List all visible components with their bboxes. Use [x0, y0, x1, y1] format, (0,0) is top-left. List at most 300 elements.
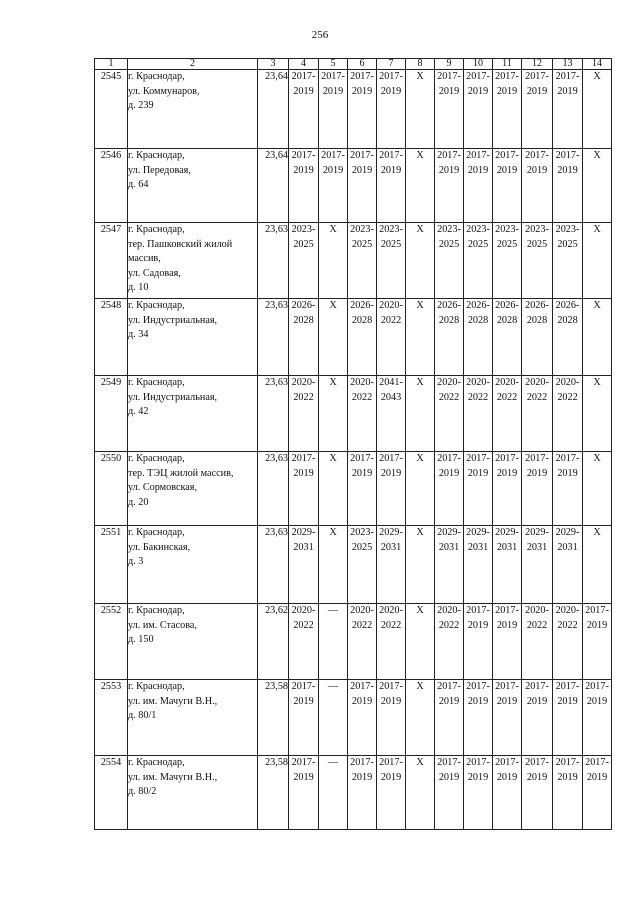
period-cell-col-7 [377, 299, 406, 376]
value-cell: 23,63 [258, 526, 289, 604]
period-text: 2041- [379, 377, 403, 388]
period-text: 2022 [293, 619, 314, 631]
period-cell-col-8 [406, 299, 435, 376]
period-text: 2017- [585, 757, 609, 768]
period-cell-col-6 [348, 526, 377, 604]
period-text: 2019 [467, 467, 489, 479]
address-line: г. Краснодар, [128, 300, 185, 311]
period-text: 2017- [291, 681, 316, 692]
period-cell-col-10 [464, 223, 493, 299]
period-text: 2022 [351, 391, 373, 403]
period-cell-col-13 [553, 604, 583, 680]
period-text: 2025 [496, 238, 518, 250]
period-cell-col-5 [319, 604, 348, 680]
period-cell-col-8 [406, 452, 435, 526]
period-text: 2031 [380, 541, 402, 553]
period-text: — [327, 757, 339, 768]
period-cell-col-10 [464, 756, 493, 830]
period-text: 2017- [495, 757, 519, 768]
period-text: 2019 [293, 164, 314, 176]
period-text: 2020- [291, 377, 316, 388]
period-text: 2019 [351, 771, 373, 783]
period-text: Х [593, 71, 601, 82]
period-text: 2020- [495, 377, 519, 388]
period-cell-col-4 [289, 223, 319, 299]
period-text: 2017- [466, 757, 490, 768]
period-text: 2023- [437, 224, 461, 235]
period-text: 2019 [586, 695, 608, 707]
period-text: 2025 [438, 238, 460, 250]
period-text: Х [416, 605, 424, 616]
period-text: 2019 [293, 467, 314, 479]
period-text: 2026- [525, 300, 549, 311]
period-text: Х [416, 681, 424, 692]
period-cell-col-9 [435, 526, 464, 604]
period-cell-col-10 [464, 70, 493, 149]
period-text: 2017- [379, 71, 403, 82]
row-number: 2545 [95, 70, 128, 149]
header-row [95, 59, 612, 70]
period-text: 2017- [350, 71, 374, 82]
period-text: — [327, 681, 339, 692]
period-text: 2019 [438, 164, 460, 176]
value-cell: 23,63 [258, 223, 289, 299]
address-line: тер. ТЭЦ жилой массив, [128, 467, 234, 479]
period-cell-col-4 [289, 452, 319, 526]
table-row [95, 223, 612, 299]
period-text: 2019 [438, 771, 460, 783]
period-text: 2017- [437, 757, 461, 768]
period-text: 2025 [351, 541, 373, 553]
column-header-14: 14 [583, 59, 612, 70]
period-text: 2019 [438, 85, 460, 97]
period-cell-col-13 [553, 299, 583, 376]
period-text: 2020- [466, 377, 490, 388]
period-cell-col-8 [406, 223, 435, 299]
address-cell [128, 756, 258, 830]
period-text: 2017- [437, 453, 461, 464]
period-cell-col-11 [493, 526, 522, 604]
period-cell-col-10 [464, 452, 493, 526]
period-cell-col-8 [406, 149, 435, 223]
period-text: 2019 [557, 771, 578, 783]
period-cell-col-12 [522, 149, 553, 223]
period-text: Х [329, 224, 337, 235]
period-text: 2017- [291, 453, 316, 464]
period-text: 2019 [496, 467, 518, 479]
period-text: 2029- [379, 527, 403, 538]
period-text: 2017- [466, 71, 490, 82]
period-cell-col-13 [553, 526, 583, 604]
period-cell-col-10 [464, 680, 493, 756]
period-text: 2017- [350, 150, 374, 161]
period-cell-col-7 [377, 526, 406, 604]
period-text: 2019 [496, 771, 518, 783]
period-text: 2017- [350, 681, 374, 692]
address-line: г. Краснодар, [128, 377, 185, 388]
address-line: г. Краснодар, [128, 224, 185, 235]
period-text: 2023- [555, 224, 580, 235]
period-text: 2020- [555, 605, 580, 616]
column-header-3: 3 [258, 59, 289, 70]
period-text: 2019 [293, 771, 314, 783]
page-number: 256 [311, 29, 329, 41]
period-text: 2025 [293, 238, 314, 250]
period-text: 2022 [467, 391, 489, 403]
period-cell-col-4 [289, 680, 319, 756]
address-line: ул. Бакинская, [128, 541, 191, 553]
period-text: 2017- [466, 453, 490, 464]
period-cell-col-9 [435, 70, 464, 149]
period-text: Х [416, 224, 424, 235]
period-cell-col-9 [435, 452, 464, 526]
period-text: 2019 [293, 85, 314, 97]
row-number: 2548 [95, 299, 128, 376]
address-line: г. Краснодар, [128, 757, 185, 768]
period-text: 2019 [496, 85, 518, 97]
period-text: 2017- [350, 453, 374, 464]
period-text: 2019 [496, 695, 518, 707]
period-cell-col-14 [583, 756, 612, 830]
period-text: 2029- [555, 527, 580, 538]
period-cell-col-6 [348, 604, 377, 680]
period-text: 2019 [557, 164, 578, 176]
period-text: 2017- [525, 150, 549, 161]
period-cell-col-11 [493, 299, 522, 376]
table-row [95, 70, 612, 149]
period-text: 2019 [467, 164, 489, 176]
period-cell-col-12 [522, 70, 553, 149]
period-text: 2025 [467, 238, 489, 250]
period-text: Х [416, 300, 424, 311]
period-text: 2022 [557, 619, 578, 631]
period-cell-col-10 [464, 149, 493, 223]
period-text: 2019 [380, 467, 402, 479]
period-cell-col-4 [289, 376, 319, 452]
column-header-5: 5 [319, 59, 348, 70]
period-text: 2029- [525, 527, 549, 538]
period-text: 2028 [496, 314, 518, 326]
period-text: Х [593, 150, 601, 161]
period-text: Х [416, 453, 424, 464]
period-cell-col-11 [493, 223, 522, 299]
address-line: д. 3 [128, 556, 144, 567]
period-cell-col-6 [348, 299, 377, 376]
table-row [95, 149, 612, 223]
period-text: 2019 [351, 695, 373, 707]
period-text: 2028 [526, 314, 548, 326]
address-line: ул. Сормовская, [128, 482, 198, 493]
period-text: 2020- [291, 605, 316, 616]
period-cell-col-9 [435, 376, 464, 452]
period-text: 2019 [322, 164, 344, 176]
period-cell-col-12 [522, 299, 553, 376]
period-text: 2017- [379, 757, 403, 768]
address-cell [128, 223, 258, 299]
value-cell: 23,64 [258, 149, 289, 223]
period-text: 2025 [380, 238, 402, 250]
period-text: 2020- [437, 605, 461, 616]
period-text: 2028 [467, 314, 489, 326]
period-text: 2031 [526, 541, 548, 553]
period-text: Х [593, 453, 601, 464]
period-text: — [327, 605, 339, 616]
period-text: 2017- [525, 757, 549, 768]
address-line: г. Краснодар, [128, 681, 185, 692]
period-text: 2026- [291, 300, 316, 311]
period-text: 2019 [322, 85, 344, 97]
period-text: 2017- [555, 757, 580, 768]
address-line: д. 239 [128, 100, 154, 111]
period-cell-col-12 [522, 756, 553, 830]
period-cell-col-14 [583, 680, 612, 756]
period-cell-col-8 [406, 526, 435, 604]
period-text: 2017- [466, 605, 490, 616]
value-cell: 23,64 [258, 70, 289, 149]
period-text: 2031 [293, 541, 314, 553]
address-line: ул. Коммунаров, [128, 85, 200, 97]
address-line: г. Краснодар, [128, 71, 185, 82]
period-text: 2023- [350, 527, 374, 538]
period-text: 2031 [438, 541, 460, 553]
period-text: 2022 [438, 619, 460, 631]
period-text: 2017- [495, 71, 519, 82]
period-cell-col-12 [522, 680, 553, 756]
column-header-11: 11 [493, 59, 522, 70]
row-number: 2553 [95, 680, 128, 756]
period-cell-col-6 [348, 376, 377, 452]
address-cell [128, 70, 258, 149]
period-text: 2019 [351, 467, 373, 479]
period-text: 2017- [466, 150, 490, 161]
period-text: 2029- [495, 527, 519, 538]
period-text: 2019 [380, 695, 402, 707]
period-cell-col-10 [464, 604, 493, 680]
period-text: 2029- [466, 527, 490, 538]
row-number: 2554 [95, 756, 128, 830]
period-cell-col-5 [319, 149, 348, 223]
period-text: Х [329, 453, 337, 464]
period-text: 2019 [586, 771, 608, 783]
period-text: Х [593, 300, 601, 311]
period-text: Х [329, 377, 337, 388]
period-text: 2017- [495, 681, 519, 692]
period-text: 2019 [467, 771, 489, 783]
address-line: ул. Индустриальная, [128, 391, 218, 403]
address-line: ул. Передовая, [128, 164, 191, 176]
period-cell-col-9 [435, 756, 464, 830]
period-text: 2020- [555, 377, 580, 388]
period-text: 2023- [495, 224, 519, 235]
period-cell-col-9 [435, 149, 464, 223]
address-line: д. 42 [128, 406, 149, 417]
period-text: 2017- [379, 150, 403, 161]
period-cell-col-14 [583, 452, 612, 526]
period-cell-col-5 [319, 70, 348, 149]
row-number: 2547 [95, 223, 128, 299]
period-text: 2029- [291, 527, 316, 538]
address-cell [128, 299, 258, 376]
period-text: 2025 [526, 238, 548, 250]
period-text: 2017- [437, 71, 461, 82]
period-text: Х [593, 377, 601, 388]
address-line: г. Краснодар, [128, 453, 185, 464]
period-cell-col-7 [377, 452, 406, 526]
period-text: 2019 [467, 85, 489, 97]
period-cell-col-14 [583, 604, 612, 680]
period-text: 2022 [293, 391, 314, 403]
address-cell [128, 149, 258, 223]
period-text: 2017- [291, 71, 316, 82]
column-header-1: 1 [95, 59, 128, 70]
period-text: 2020- [350, 377, 374, 388]
period-cell-col-6 [348, 756, 377, 830]
period-text: 2028 [293, 314, 314, 326]
column-header-2: 2 [128, 59, 258, 70]
period-text: 2020- [350, 605, 374, 616]
address-line: д. 34 [128, 329, 149, 340]
period-text: 2022 [380, 619, 402, 631]
period-cell-col-8 [406, 680, 435, 756]
period-cell-col-13 [553, 680, 583, 756]
address-line: ул. Садовая, [128, 267, 181, 279]
period-text: Х [593, 224, 601, 235]
period-text: 2017- [495, 605, 519, 616]
period-text: 2019 [496, 164, 518, 176]
column-header-10: 10 [464, 59, 493, 70]
period-text: 2019 [351, 85, 373, 97]
period-cell-col-5 [319, 223, 348, 299]
period-text: 2028 [557, 314, 578, 326]
row-number: 2550 [95, 452, 128, 526]
address-line: д. 64 [128, 179, 149, 190]
period-text: 2017- [379, 681, 403, 692]
table-row [95, 680, 612, 756]
period-cell-col-12 [522, 452, 553, 526]
row-number: 2549 [95, 376, 128, 452]
period-cell-col-12 [522, 604, 553, 680]
period-cell-col-5 [319, 526, 348, 604]
period-cell-col-8 [406, 756, 435, 830]
period-cell-col-13 [553, 223, 583, 299]
period-cell-col-14 [583, 70, 612, 149]
period-text: 2023- [466, 224, 490, 235]
table-row [95, 526, 612, 604]
period-cell-col-10 [464, 526, 493, 604]
period-cell-col-14 [583, 299, 612, 376]
value-cell: 23,63 [258, 376, 289, 452]
period-text: 2023- [379, 224, 403, 235]
period-cell-col-4 [289, 70, 319, 149]
address-cell [128, 452, 258, 526]
period-cell-col-14 [583, 376, 612, 452]
period-text: 2017- [525, 453, 549, 464]
address-line: д. 10 [128, 282, 149, 293]
period-cell-col-11 [493, 756, 522, 830]
period-text: 2019 [526, 164, 548, 176]
period-cell-col-7 [377, 149, 406, 223]
period-text: 2023- [291, 224, 316, 235]
period-cell-col-10 [464, 376, 493, 452]
period-text: 2025 [351, 238, 373, 250]
period-cell-col-13 [553, 756, 583, 830]
period-text: 2022 [496, 391, 518, 403]
period-text: 2022 [557, 391, 578, 403]
period-text: 2019 [586, 619, 608, 631]
period-cell-col-9 [435, 223, 464, 299]
period-text: Х [329, 527, 337, 538]
address-cell [128, 680, 258, 756]
period-cell-col-8 [406, 70, 435, 149]
period-text: Х [593, 527, 601, 538]
period-text: 2017- [321, 71, 345, 82]
period-text: 2019 [467, 695, 489, 707]
table-row [95, 756, 612, 830]
period-cell-col-5 [319, 299, 348, 376]
address-line: д. 80/1 [128, 710, 157, 721]
period-text: 2017- [585, 605, 609, 616]
period-cell-col-7 [377, 223, 406, 299]
period-cell-col-12 [522, 526, 553, 604]
column-header-7: 7 [377, 59, 406, 70]
period-cell-col-14 [583, 526, 612, 604]
period-cell-col-13 [553, 149, 583, 223]
address-line: массив, [128, 253, 161, 264]
period-cell-col-8 [406, 376, 435, 452]
period-text: 2019 [380, 164, 402, 176]
period-text: 2019 [526, 467, 548, 479]
address-line: тер. Пашковский жилой [128, 238, 233, 250]
period-text: Х [416, 757, 424, 768]
column-header-4: 4 [289, 59, 319, 70]
period-text: 2017- [555, 681, 580, 692]
period-text: 2017- [585, 681, 609, 692]
period-text: 2020- [379, 300, 403, 311]
period-text: 2019 [380, 85, 402, 97]
table-row [95, 604, 612, 680]
column-header-13: 13 [553, 59, 583, 70]
period-text: 2019 [557, 85, 578, 97]
column-header-6: 6 [348, 59, 377, 70]
period-text: 2020- [379, 605, 403, 616]
period-text: 2022 [438, 391, 460, 403]
period-text: 2019 [293, 695, 314, 707]
period-cell-col-7 [377, 376, 406, 452]
period-text: 2031 [496, 541, 518, 553]
period-text: 2017- [525, 681, 549, 692]
period-text: 2020- [437, 377, 461, 388]
period-cell-col-10 [464, 299, 493, 376]
value-cell: 23,63 [258, 452, 289, 526]
period-text: 2028 [351, 314, 373, 326]
period-text: 2017- [437, 150, 461, 161]
period-text: 2019 [496, 619, 518, 631]
period-cell-col-5 [319, 680, 348, 756]
period-text: 2019 [526, 771, 548, 783]
period-text: 2017- [495, 453, 519, 464]
address-line: ул. Индустриальная, [128, 314, 218, 326]
period-cell-col-4 [289, 526, 319, 604]
period-text: 2031 [467, 541, 489, 553]
period-text: 2017- [555, 453, 580, 464]
period-text: 2019 [351, 164, 373, 176]
period-text: 2022 [526, 619, 548, 631]
value-cell: 23,58 [258, 756, 289, 830]
period-cell-col-7 [377, 756, 406, 830]
address-cell [128, 526, 258, 604]
period-text: 2028 [438, 314, 460, 326]
period-text: 2019 [526, 85, 548, 97]
